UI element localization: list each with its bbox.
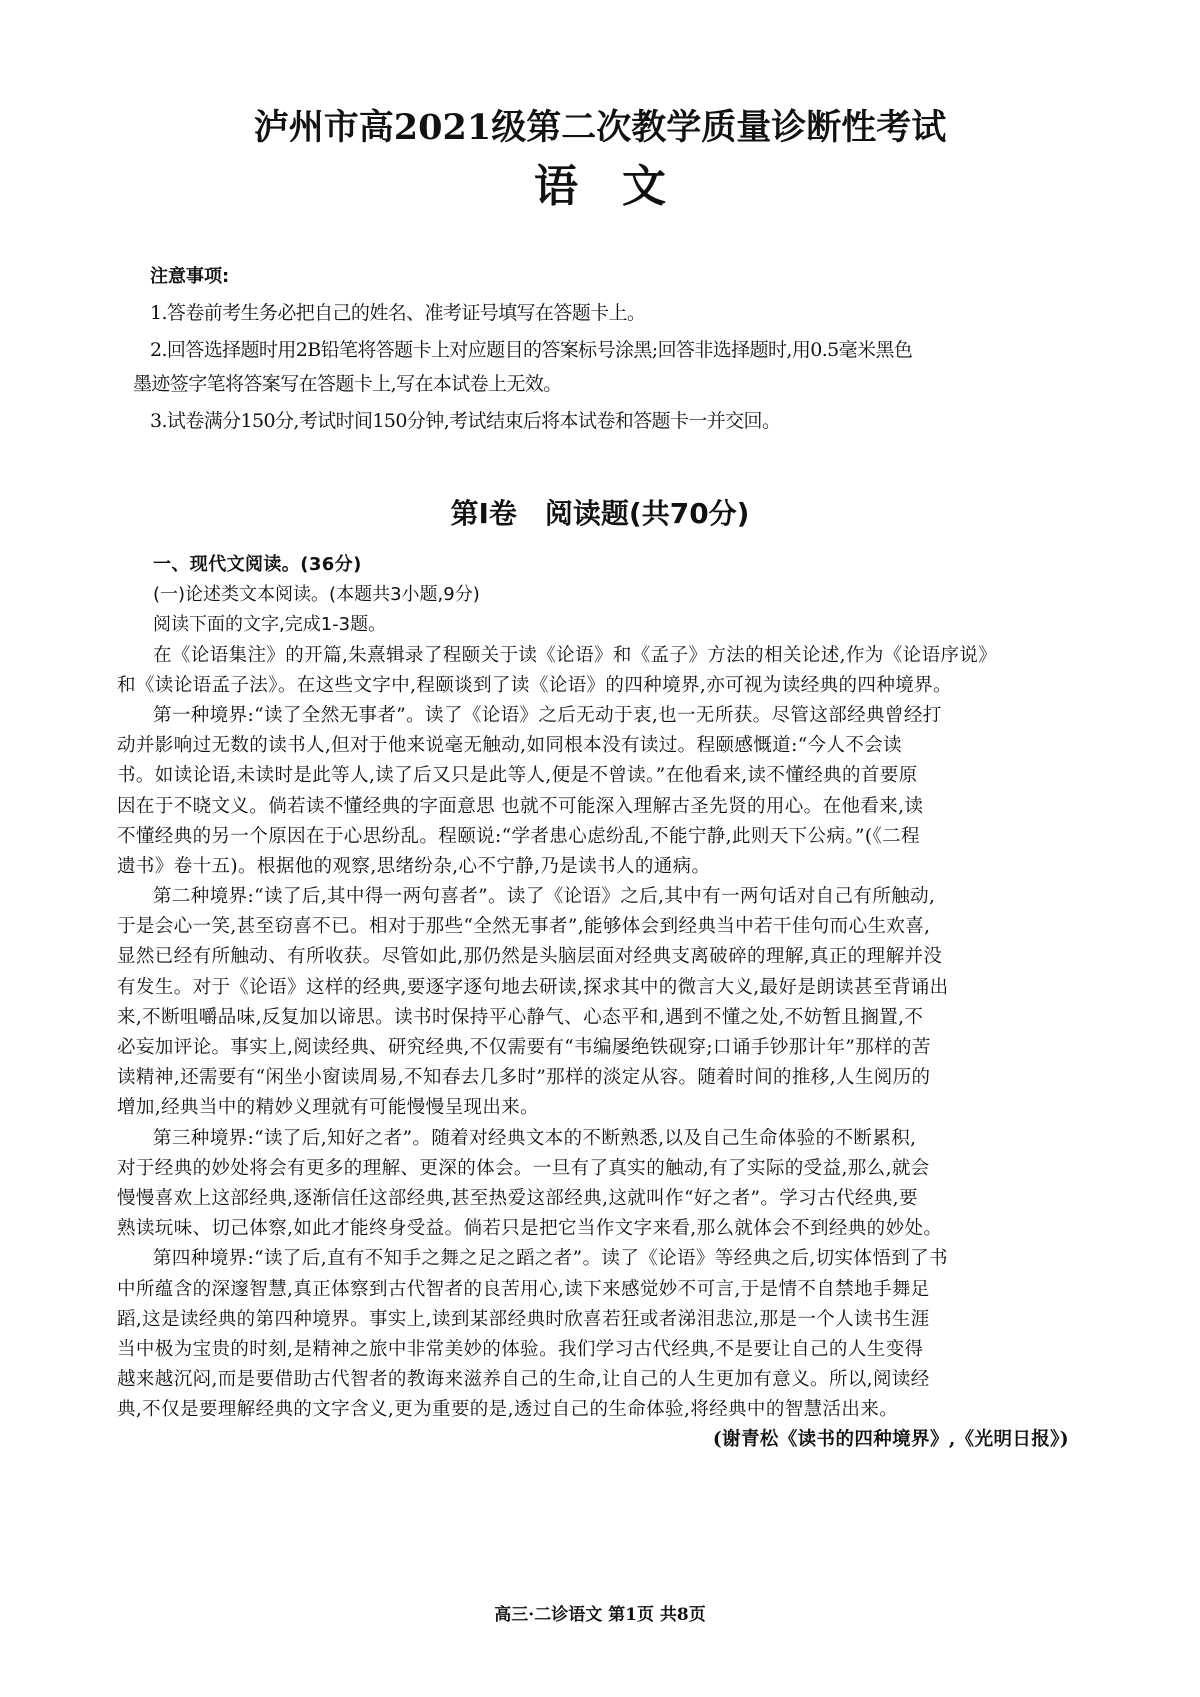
passage-line: 第二种境界:“读了后,其中得一两句喜者”。读了《论语》之后,其中有一两句话对自己有所触动,: [153, 886, 936, 908]
passage-line: 因在于不晓文义。倘若读不懂经典的字面意思 也就不可能深入理解古圣先贤的用心。在他看来,读: [117, 795, 924, 817]
passage-line: 典,不仅是要理解经典的文字含义,更为重要的是,透过自己的生命体验,将经典中的智慧活出来。: [117, 1399, 899, 1421]
passage-source: (谢青松《读书的四种境界》,《光明日报》): [712, 1429, 1069, 1451]
passage-line: 显然已经有所触动、有所收获。尽管如此,那仍然是头脑层面对经典支离破碎的理解,真正的理解并没: [117, 946, 943, 968]
notice-item: 1.答卷前考生务必把自己的姓名、准考证号填写在答题卡上。: [150, 302, 646, 324]
passage-line: 对于经典的妙处将会有更多的理解、更深的体会。一旦有了真实的触动,有了实际的受益,那么,就会: [117, 1157, 930, 1179]
passage-line: 在《论语集注》的开篇,朱熹辑录了程颐关于读《论语》和《孟子》方法的相关论述,作为《论语序说》: [153, 644, 998, 666]
notice-item: 3.试卷满分150分,考试时间150分钟,考试结束后将本试卷和答题卡一并交回。: [150, 410, 781, 432]
passage-line: 第三种境界:“读了后,知好之者”。随着对经典文本的不断熟悉,以及自己生命体验的不断累积,: [153, 1127, 917, 1149]
page-footer: 高三·二诊语文 第1页 共8页: [494, 1605, 706, 1625]
subject-title: 语 文: [534, 161, 666, 212]
passage-line: 必妄加评论。事实上,阅读经典、研究经典,不仅需要有“韦编屡绝铁砚穿;口诵手钞那计年”那样的苦: [117, 1037, 931, 1058]
passage-line: 动并影响过无数的读书人,但对于他来说毫无触动,如同根本没有读过。程颐感慨道:“今人不会读: [117, 735, 903, 757]
notice-block: [133, 262, 1100, 436]
passage-line: 于是会心一笑,甚至窃喜不已。相对于那些“全然无事者”,能够体会到经典当中若干佳句而心生欢喜,: [117, 916, 931, 938]
passage-line: 增加,经典当中的精妙义理就有可能慢慢呈现出来。: [117, 1097, 540, 1119]
section-heading: 一、现代文阅读。(36分): [153, 554, 362, 575]
passage-line: 越来越沉闷,而是要借助古代智者的教诲来滋养自己的生命,让自己的人生更加有意义。所以,阅读经: [117, 1369, 930, 1391]
section-subheading: (一)论述类文本阅读。(本题共3小题,9分): [153, 584, 480, 606]
notice-item-continuation: 墨迹签字笔将答案写在答题卡上,写在本试卷上无效。: [133, 373, 562, 395]
notice-heading: 注意事项:: [150, 266, 230, 287]
passage-line: 当中极为宝贵的时刻,是精神之旅中非常美妙的体验。我们学习古代经典,不是要让自己的人生变得: [117, 1338, 924, 1360]
passage-line: 熟读玩味、切己体察,如此才能终身受益。倘若只是把它当作文字来看,那么就体会不到经典的妙处。: [117, 1218, 943, 1240]
passage-line: 第四种境界:“读了后,直有不知手之舞之足之蹈之者”。读了《论语》等经典之后,切实体悟到了书: [153, 1248, 948, 1270]
passage-line: 第一种境界:“读了全然无事者”。读了《论语》之后无动于衷,也一无所获。尽管这部经典曾经打: [153, 704, 942, 726]
passage-line: 遗书》卷十五)。根据他的观察,思绪纷杂,心不宁静,乃是读书人的通病。: [117, 855, 711, 877]
section-instruction: 阅读下面的文字,完成1-3题。: [153, 614, 387, 636]
passage-line: 不懂经典的另一个原因在于心思纷乱。程颐说:“学者患心虑纷乱,不能宁静,此则天下公病。”(《二程: [117, 825, 920, 847]
passage-line: 来,不断咀嚼品味,反复加以谛思。读书时保持平心静气、心态平和,遇到不懂之处,不妨暂且搁置,不: [117, 1006, 924, 1028]
passage-line: 书。如读论语,未读时是此等人,读了后又只是此等人,便是不曾读。”在他看来,读不懂经典的首要原: [117, 765, 918, 787]
passage-line: 有发生。对于《论语》这样的经典,要逐字逐句地去研读,探求其中的微言大义,最好是朗读甚至背诵出: [117, 976, 949, 998]
notice-item: 2.回答选择题时用2B铅笔将答题卡上对应题目的答案标号涂黑;回答非选择题时,用0.5毫米黑色: [150, 339, 913, 361]
part-title: 第Ⅰ卷 阅读题(共70分): [450, 497, 750, 530]
passage-line: 中所蕴含的深邃智慧,真正体察到古代智者的良苦用心,读下来感觉妙不可言,于是情不自禁地手舞足: [117, 1278, 930, 1300]
reading-section: [117, 550, 1077, 1456]
exam-title: 泸州市高2021级第二次教学质量诊断性考试: [253, 107, 947, 148]
passage-line: 和《读论语孟子法》。在这些文字中,程颐谈到了读《论语》的四种境界,亦可视为读经典的四种境界。: [117, 674, 952, 696]
passage-line: 读精神,还需要有“闲坐小窗读周易,不知春去几多时”那样的淡定从容。随着时间的推移,人生阅历的: [117, 1067, 931, 1089]
passage-line: 慢慢喜欢上这部经典,逐渐信任这部经典,甚至热爱这部经典,这就叫作“好之者”。学习古代经典,要: [117, 1187, 918, 1209]
passage-line: 蹈,这是读经典的第四种境界。事实上,读到某部经典时欣喜若狂或者涕泪悲泣,那是一个人读书生涯: [117, 1308, 930, 1330]
